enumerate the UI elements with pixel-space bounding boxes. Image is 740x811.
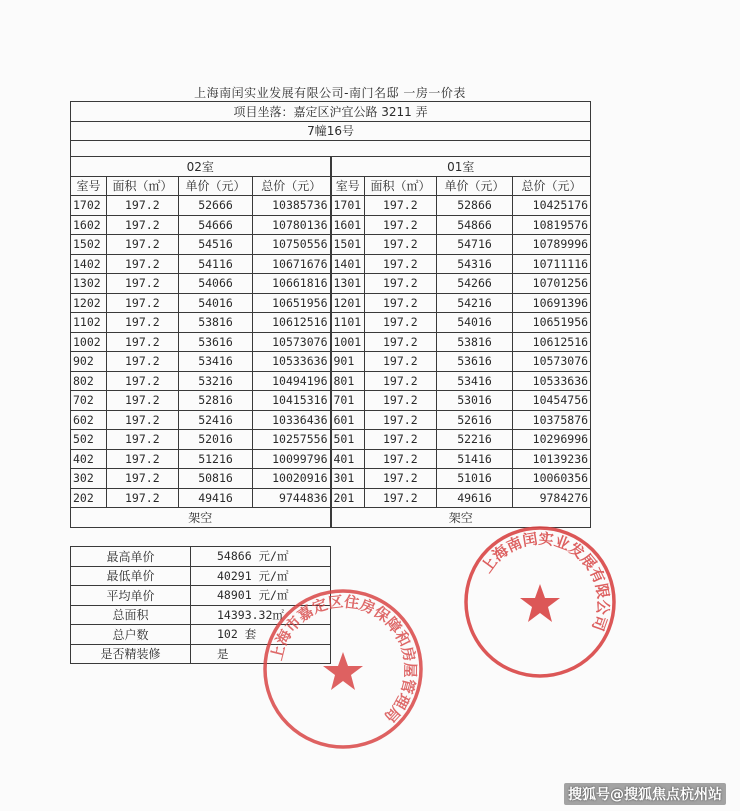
area-cell: 197.2 (365, 235, 437, 255)
table-row (71, 332, 591, 352)
unit-price-cell: 53816 (179, 313, 253, 333)
total-price-cell: 10336436 (253, 410, 331, 430)
area-cell: 197.2 (107, 371, 179, 391)
room-number-cell: 202 (71, 488, 107, 508)
unit-02-header: 02室 (71, 157, 331, 177)
room-number-cell: 301 (331, 469, 365, 489)
unit-price-cell: 52216 (437, 430, 513, 450)
unit-price-cell: 53616 (179, 332, 253, 352)
table-row (71, 391, 591, 411)
total-price-cell: 10296996 (513, 430, 591, 450)
area-cell: 197.2 (107, 254, 179, 274)
room-number-cell: 201 (331, 488, 365, 508)
area-cell: 197.2 (107, 215, 179, 235)
room-number-cell: 802 (71, 371, 107, 391)
total-price-cell: 10612516 (253, 313, 331, 333)
area-cell: 197.2 (107, 430, 179, 450)
total-price-cell: 10661816 (253, 274, 331, 294)
area-cell: 197.2 (365, 410, 437, 430)
room-number-cell: 602 (71, 410, 107, 430)
unit-price-cell: 54016 (437, 313, 513, 333)
table-row (71, 215, 591, 235)
area-cell: 197.2 (107, 391, 179, 411)
ground-floor-right-cell: 架空 (331, 508, 591, 528)
room-number-cell: 401 (331, 449, 365, 469)
unit-price-cell: 53416 (179, 352, 253, 372)
table-row (71, 352, 591, 372)
unit-price-cell: 54066 (179, 274, 253, 294)
spacer-row (71, 141, 591, 157)
total-price-cell: 9784276 (513, 488, 591, 508)
company-seal-stamp (460, 522, 620, 682)
table-row (71, 196, 591, 216)
watermark: 搜狐号@搜狐焦点杭州站 (564, 783, 726, 805)
unit-price-cell: 53816 (437, 332, 513, 352)
room-number-cell: 1501 (331, 235, 365, 255)
room-number-cell: 902 (71, 352, 107, 372)
area-cell: 197.2 (107, 196, 179, 216)
total-price-cell: 10573076 (513, 352, 591, 372)
table-row (71, 371, 591, 391)
unit-price-cell: 52816 (179, 391, 253, 411)
table-row (71, 430, 591, 450)
area-cell: 197.2 (365, 352, 437, 372)
area-cell: 197.2 (365, 449, 437, 469)
room-number-cell: 1302 (71, 274, 107, 294)
table-row (71, 293, 591, 313)
total-price-cell: 10711116 (513, 254, 591, 274)
unit-price-cell: 54016 (179, 293, 253, 313)
col-header-unit-price: 单价（元） (179, 176, 253, 196)
room-number-cell: 801 (331, 371, 365, 391)
summary-value: 40291 元/㎡ (191, 566, 331, 586)
table-row (71, 469, 591, 489)
total-price-cell: 10780136 (253, 215, 331, 235)
summary-row (71, 566, 331, 586)
unit-price-cell: 51016 (437, 469, 513, 489)
unit-price-cell: 52016 (179, 430, 253, 450)
summary-value: 是 (191, 644, 331, 664)
area-cell: 197.2 (107, 488, 179, 508)
total-price-cell: 10533636 (253, 352, 331, 372)
room-number-cell: 1401 (331, 254, 365, 274)
col-header-area: 面积（㎡） (107, 176, 179, 196)
total-price-cell: 10020916 (253, 469, 331, 489)
unit-price-cell: 52866 (437, 196, 513, 216)
room-number-cell: 402 (71, 449, 107, 469)
area-cell: 197.2 (107, 235, 179, 255)
column-header-row (71, 176, 591, 196)
total-price-cell: 10385736 (253, 196, 331, 216)
room-number-cell: 1202 (71, 293, 107, 313)
col-header-unit-price: 单价（元） (437, 176, 513, 196)
area-cell: 197.2 (107, 313, 179, 333)
table-row (71, 488, 591, 508)
unit-price-cell: 52616 (437, 410, 513, 430)
unit-price-cell: 54516 (179, 235, 253, 255)
room-number-cell: 1002 (71, 332, 107, 352)
area-cell: 197.2 (365, 430, 437, 450)
room-number-cell: 302 (71, 469, 107, 489)
area-cell: 197.2 (107, 352, 179, 372)
col-header-room: 室号 (71, 176, 107, 196)
unit-price-cell: 49416 (179, 488, 253, 508)
area-cell: 197.2 (365, 215, 437, 235)
col-header-room: 室号 (331, 176, 365, 196)
room-number-cell: 1001 (331, 332, 365, 352)
total-price-cell: 10691396 (513, 293, 591, 313)
total-price-cell: 10651956 (513, 313, 591, 333)
project-location: 项目坐落：嘉定区沪宜公路 3211 弄 (71, 102, 591, 122)
room-number-cell: 502 (71, 430, 107, 450)
total-price-cell: 9744836 (253, 488, 331, 508)
total-price-cell: 10454756 (513, 391, 591, 411)
summary-value: 102 套 (191, 625, 331, 645)
building-number: 7幢16号 (71, 121, 591, 141)
total-price-cell: 10671676 (253, 254, 331, 274)
area-cell: 197.2 (107, 293, 179, 313)
svg-text:上海市嘉定区住房保障和房屋管理局: 上海市嘉定区住房保障和房屋管理局 (267, 592, 420, 726)
total-price-cell: 10139236 (513, 449, 591, 469)
room-number-cell: 1301 (331, 274, 365, 294)
total-price-cell: 10750556 (253, 235, 331, 255)
summary-value: 14393.32㎡ (191, 605, 331, 625)
area-cell: 197.2 (107, 410, 179, 430)
ground-floor-left-cell: 架空 (71, 508, 331, 528)
area-cell: 197.2 (365, 332, 437, 352)
total-price-cell: 10099796 (253, 449, 331, 469)
total-price-cell: 10819576 (513, 215, 591, 235)
room-number-cell: 1601 (331, 215, 365, 235)
table-row (71, 449, 591, 469)
area-cell: 197.2 (365, 313, 437, 333)
room-number-cell: 1502 (71, 235, 107, 255)
total-price-cell: 10494196 (253, 371, 331, 391)
area-cell: 197.2 (107, 332, 179, 352)
summary-row (71, 547, 331, 567)
total-price-cell: 10701256 (513, 274, 591, 294)
unit-price-cell: 53216 (179, 371, 253, 391)
unit-price-cell: 51416 (437, 449, 513, 469)
table-row (71, 274, 591, 294)
area-cell: 197.2 (365, 371, 437, 391)
table-row (71, 410, 591, 430)
area-cell: 197.2 (107, 449, 179, 469)
area-cell: 197.2 (365, 391, 437, 411)
area-cell: 197.2 (365, 274, 437, 294)
total-price-cell: 10060356 (513, 469, 591, 489)
room-number-cell: 1102 (71, 313, 107, 333)
summary-label: 最高单价 (71, 547, 191, 567)
col-header-total: 总价（元） (253, 176, 331, 196)
unit-price-cell: 50816 (179, 469, 253, 489)
total-price-cell: 10257556 (253, 430, 331, 450)
room-number-cell: 702 (71, 391, 107, 411)
area-cell: 197.2 (107, 469, 179, 489)
area-cell: 197.2 (365, 469, 437, 489)
svg-text:上海南闰实业发展有限公司: 上海南闰实业发展有限公司 (477, 529, 613, 634)
unit-price-cell: 52416 (179, 410, 253, 430)
unit-price-cell: 54866 (437, 215, 513, 235)
area-cell: 197.2 (365, 293, 437, 313)
room-number-cell: 601 (331, 410, 365, 430)
summary-value: 54866 元/㎡ (191, 547, 331, 567)
room-number-cell: 501 (331, 430, 365, 450)
price-table (70, 101, 591, 528)
unit-price-cell: 52666 (179, 196, 253, 216)
table-row (71, 313, 591, 333)
unit-price-cell: 53616 (437, 352, 513, 372)
total-price-cell: 10651956 (253, 293, 331, 313)
room-number-cell: 1201 (331, 293, 365, 313)
area-cell: 197.2 (365, 488, 437, 508)
summary-label: 最低单价 (71, 566, 191, 586)
room-number-cell: 1101 (331, 313, 365, 333)
summary-label: 总面积 (71, 605, 191, 625)
unit-price-cell: 53416 (437, 371, 513, 391)
col-header-area: 面积（㎡） (365, 176, 437, 196)
unit-price-cell: 54266 (437, 274, 513, 294)
unit-price-cell: 53016 (437, 391, 513, 411)
room-number-cell: 1702 (71, 196, 107, 216)
unit-price-cell: 54316 (437, 254, 513, 274)
room-number-cell: 1701 (331, 196, 365, 216)
total-price-cell: 10573076 (253, 332, 331, 352)
table-row (71, 254, 591, 274)
unit-price-cell: 54116 (179, 254, 253, 274)
summary-label: 是否精装修 (71, 644, 191, 664)
total-price-cell: 10375876 (513, 410, 591, 430)
table-row (71, 235, 591, 255)
total-price-cell: 10789996 (513, 235, 591, 255)
housing-bureau-seal-stamp (258, 584, 428, 754)
total-price-cell: 10533636 (513, 371, 591, 391)
unit-price-cell: 54216 (437, 293, 513, 313)
unit-price-cell: 54666 (179, 215, 253, 235)
summary-value: 48901 元/㎡ (191, 586, 331, 606)
unit-01-header: 01室 (331, 157, 591, 177)
room-number-cell: 901 (331, 352, 365, 372)
room-number-cell: 1402 (71, 254, 107, 274)
total-price-cell: 10425176 (513, 196, 591, 216)
summary-label: 总户数 (71, 625, 191, 645)
total-price-cell: 10612516 (513, 332, 591, 352)
col-header-total: 总价（元） (513, 176, 591, 196)
unit-price-cell: 49616 (437, 488, 513, 508)
document-title: 上海南闰实业发展有限公司-南门名邸 一房一价表 (194, 86, 466, 100)
area-cell: 197.2 (365, 196, 437, 216)
area-cell: 197.2 (365, 254, 437, 274)
summary-label: 平均单价 (71, 586, 191, 606)
unit-price-cell: 51216 (179, 449, 253, 469)
room-number-cell: 1602 (71, 215, 107, 235)
area-cell: 197.2 (107, 274, 179, 294)
unit-price-cell: 54716 (437, 235, 513, 255)
room-number-cell: 701 (331, 391, 365, 411)
total-price-cell: 10415316 (253, 391, 331, 411)
